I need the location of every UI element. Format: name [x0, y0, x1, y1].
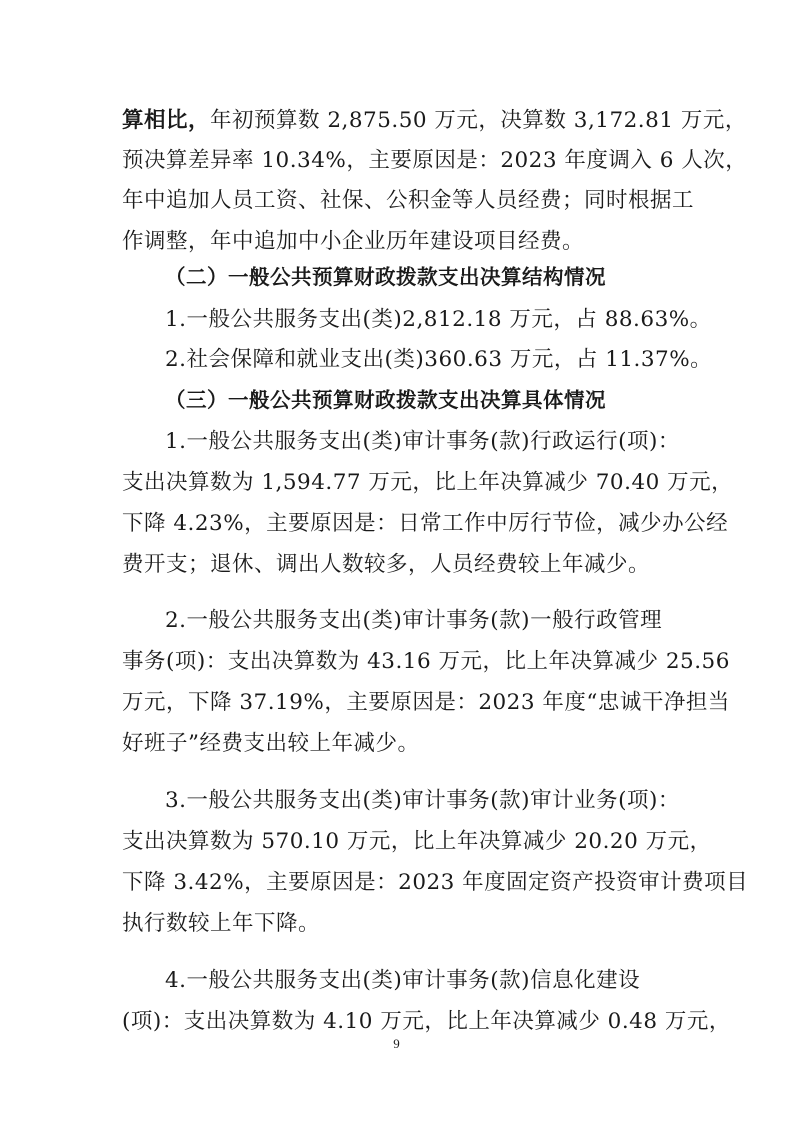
paragraph-line: 1.一般公共服务支出(类)审计事务(款)行政运行(项)： [165, 429, 680, 454]
paragraph-line: 万元，下降 37.19%，主要原因是：2023 年度“忠诚干净担当 [122, 690, 730, 715]
paragraph-line: 3.一般公共服务支出(类)审计事务(款)审计业务(项)： [165, 788, 680, 813]
section-heading-2: （二）一般公共预算财政拨款支出决算结构情况 [165, 265, 606, 289]
paragraph-line: 预决算差异率 10.34%，主要原因是：2023 年度调入 6 人次， [122, 148, 748, 173]
paragraph-line: 年中追加人员工资、社保、公积金等人员经费；同时根据工 [122, 188, 695, 213]
paragraph-line: 4.一般公共服务支出(类)审计事务(款)信息化建设 [165, 968, 641, 993]
paragraph-line: 事务(项)：支出决算数为 43.16 万元，比上年决算减少 25.56 [122, 649, 730, 674]
paragraph-line: 下降 3.42%，主要原因是：2023 年度固定资产投资审计费项目 [122, 870, 749, 895]
paragraph-line [122, 101, 747, 141]
paragraph-line: 作调整，年中追加中小企业历年建设项目经费。 [122, 229, 585, 254]
page-number: 9 [393, 1036, 400, 1051]
paragraph-line: (项)：支出决算数为 4.10 万元，比上年决算减少 0.48 万元， [122, 1009, 731, 1034]
paragraph-line: 执行数较上年下降。 [122, 911, 321, 936]
paragraph-line: 支出决算数为 570.10 万元，比上年决算减少 20.20 万元， [122, 829, 712, 854]
paragraph-line: 好班子”经费支出较上年减少。 [122, 731, 420, 756]
paragraph-line: 2.一般公共服务支出(类)审计事务(款)一般行政管理 [165, 608, 663, 633]
paragraph-line: 费开支；退休、调出人数较多，人员经费较上年减少。 [122, 552, 651, 577]
paragraph-line: 下降 4.23%，主要原因是：日常工作中厉行节俭，减少办公经 [122, 511, 729, 536]
paragraph-line: 1.一般公共服务支出(类)2,812.18 万元，占 88.63%。 [165, 307, 712, 332]
paragraph-line: 支出决算数为 1,594.77 万元，比上年决算减少 70.40 万元， [122, 470, 734, 495]
bold-lead-text: 算相比， [122, 108, 211, 133]
paragraph-line: 2.社会保障和就业支出(类)360.63 万元，占 11.37%。 [165, 347, 713, 372]
section-heading-3: （三）一般公共预算财政拨款支出决算具体情况 [165, 388, 606, 412]
line-text: 年初预算数 2,875.50 万元，决算数 3,172.81 万元， [210, 108, 747, 133]
